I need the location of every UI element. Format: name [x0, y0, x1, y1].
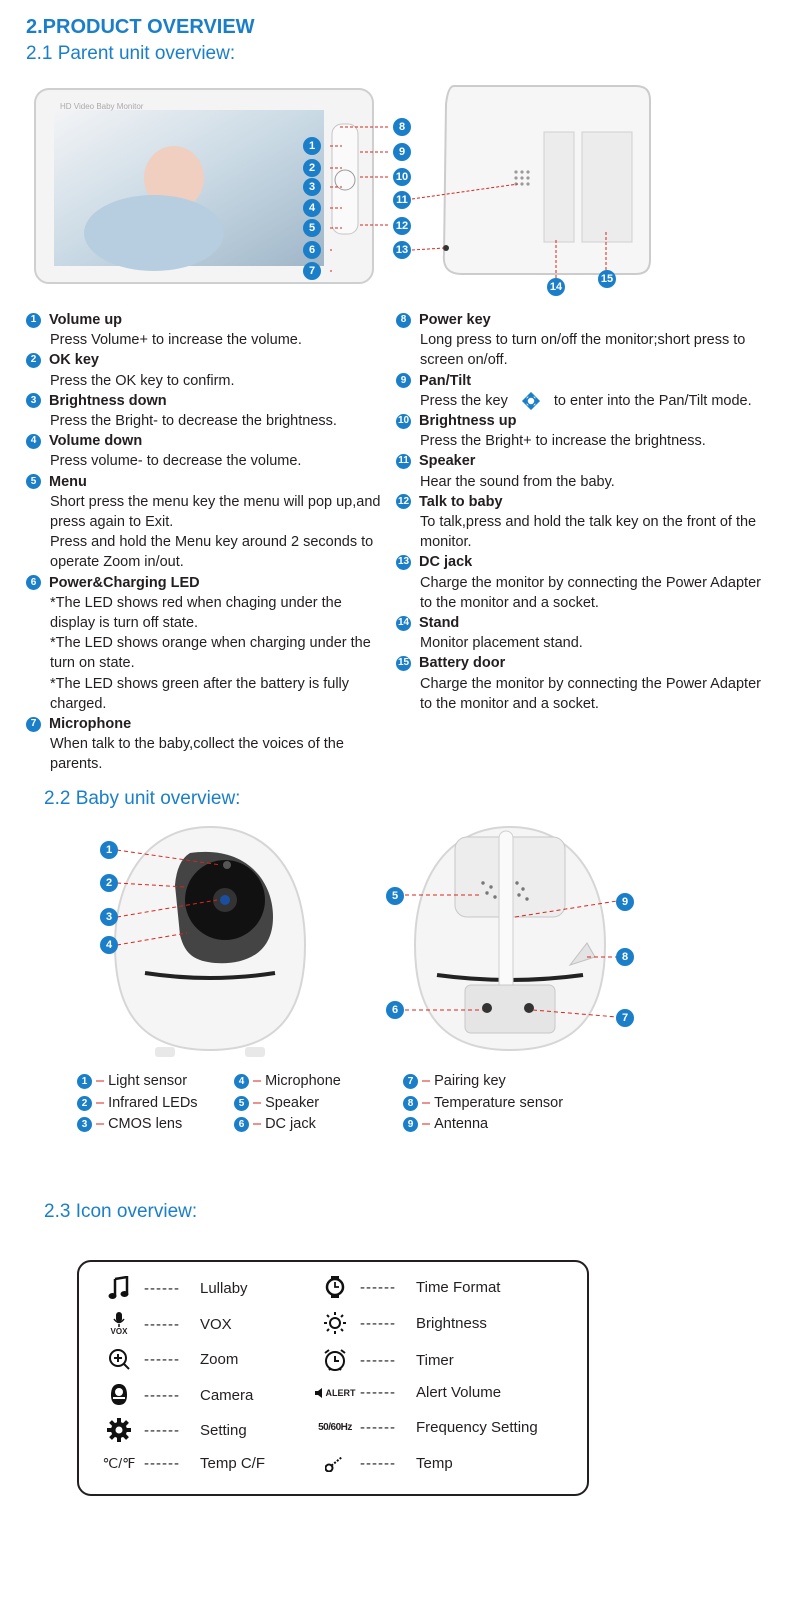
callout-badge-14: 14	[547, 278, 565, 296]
temp-unit-icon: ℃/℉	[102, 1455, 136, 1471]
callout-badge-13: 13	[393, 241, 411, 259]
feature-4: 4 Volume down Press volume- to decrease the volume.	[26, 431, 386, 471]
feature-9: 9 Pan/Tilt Press the key to enter into the Pan/Tilt mode.	[396, 371, 766, 411]
page-title: 2.PRODUCT OVERVIEW	[26, 16, 255, 38]
callout-badge-3: 3	[303, 178, 321, 196]
thermometer-icon	[310, 1456, 360, 1472]
monitor-brand: HD Video Baby Monitor	[60, 102, 144, 111]
callout-badge-2: 2	[303, 159, 321, 177]
feature-13: 13 DC jack Charge the monitor by connecting the Power Adapter to the monitor and a socket.	[397, 554, 761, 611]
camera-icon	[94, 1383, 144, 1407]
baby-callout-6: 6	[386, 1001, 404, 1019]
callout-badge-7: 7	[303, 262, 321, 280]
baby-callout-2: 2	[100, 874, 118, 892]
feature-12: 12 Talk to baby To talk,press and hold the talk key on the front of the monitor.	[397, 493, 757, 551]
icon-row-timer: ------ Timer	[310, 1348, 454, 1372]
baby-callout-5: 5	[386, 887, 404, 905]
frequency-icon: 50/60Hz	[318, 1422, 352, 1433]
icon-row-camera: ------ Camera	[94, 1383, 253, 1407]
baby-legend-col-1: 1 – Light sensor 2 – Infrared LEDs 3 – CMOS lens	[77, 1071, 198, 1136]
gear-icon	[94, 1418, 144, 1442]
callout-badge-8: 8	[393, 118, 411, 136]
section-heading-parent: 2.1 Parent unit overview:	[26, 43, 236, 64]
icon-row-setting: ------ Setting	[94, 1418, 247, 1442]
feature-15: 15 Battery door Charge the monitor by connecting the Power Adapter to the monitor and a socket.	[397, 655, 761, 712]
alarm-icon	[310, 1348, 360, 1372]
baby-callout-9: 9	[616, 893, 634, 911]
section-heading-baby: 2.2 Baby unit overview:	[44, 788, 241, 809]
feature-2: 2 OK key Press the OK key to confirm.	[26, 350, 386, 390]
callout-badge-5: 5	[303, 219, 321, 237]
icon-row-temp-unit: ℃/℉ ------ Temp C/F	[94, 1455, 265, 1472]
music-note-icon	[94, 1276, 144, 1300]
icon-row-lullaby: ------ Lullaby	[94, 1276, 248, 1300]
icon-row-brightness: ------ Brightness	[310, 1311, 487, 1335]
baby-legend-col-3: 7 – Pairing key 8 – Temperature sensor 9 – Antenna	[403, 1071, 563, 1136]
baby-callout-3: 3	[100, 908, 118, 926]
parent-feature-list-left	[26, 310, 386, 775]
feature-11: 11 Speaker Hear the sound from the baby.	[396, 451, 766, 491]
feature-7: 7 Microphone When talk to the baby,collect the voices of the parents.	[26, 714, 386, 775]
parent-feature-list-right	[396, 310, 766, 714]
baby-callout-4: 4	[100, 936, 118, 954]
feature-10: 10 Brightness up Press the Bright+ to increase the brightness.	[397, 413, 706, 450]
feature-1: 1 Volume up Press Volume+ to increase the volume.	[26, 310, 386, 350]
callout-badge-9: 9	[393, 143, 411, 161]
feature-5: 5 Menu Short press the menu key the menu will pop up,and press again to Exit. Press and hold the Menu key around 2 seconds to operate Zoom in/out.	[26, 472, 386, 573]
baby-camera-front-image	[95, 825, 325, 1060]
pan-tilt-icon	[516, 392, 546, 410]
callout-badge-11: 11	[393, 191, 411, 209]
feature-3: 3 Brightness down Press the Bright- to decrease the brightness.	[26, 391, 386, 431]
baby-callout-1: 1	[100, 841, 118, 859]
back-callout-lines	[400, 180, 620, 290]
feature-14: 14 Stand Monitor placement stand.	[397, 615, 583, 652]
baby-legend-col-2: 4 – Microphone 5 – Speaker 6 – DC jack	[234, 1071, 341, 1136]
icon-row-frequency: 50/60Hz ------ Frequency Setting	[310, 1419, 538, 1436]
callout-badge-12: 12	[393, 217, 411, 235]
baby-callout-8: 8	[616, 948, 634, 966]
zoom-icon	[94, 1348, 144, 1370]
sun-icon	[310, 1311, 360, 1335]
callout-badge-10: 10	[393, 168, 411, 186]
alert-volume-icon: ALERT	[310, 1388, 360, 1398]
callout-badge-1: 1	[303, 137, 321, 155]
icon-row-time-format: ------ Time Format	[310, 1276, 500, 1298]
feature-6: 6 Power&Charging LED *The LED shows red when chaging under the display is turn off state. *The LED shows orange when charging under the turn on state. *The LED shows green after the battery is fully charged.	[26, 573, 386, 714]
icon-row-zoom: ------ Zoom	[94, 1348, 238, 1370]
section-heading-icons: 2.3 Icon overview:	[44, 1201, 198, 1222]
vox-icon: VOX	[94, 1312, 144, 1336]
baby-camera-back-image	[395, 825, 645, 1060]
icon-row-alert-volume: ALERT ------ Alert Volume	[310, 1384, 501, 1401]
baby-callout-7: 7	[616, 1009, 634, 1027]
icon-row-vox: VOX ------ VOX	[94, 1312, 232, 1336]
feature-8: 8 Power key Long press to turn on/off the monitor;short press to screen on/off.	[396, 310, 766, 371]
callout-badge-6: 6	[303, 241, 321, 259]
callout-badge-15: 15	[598, 270, 616, 288]
clock-icon	[310, 1276, 360, 1298]
callout-badge-4: 4	[303, 199, 321, 217]
icon-row-temp: ------ Temp	[310, 1455, 453, 1472]
